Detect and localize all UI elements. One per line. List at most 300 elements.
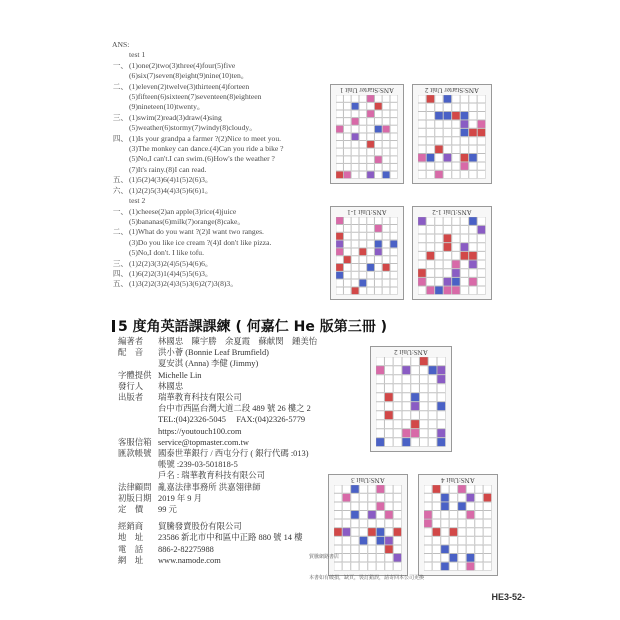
- answer-text: (1)one(2)two(3)three(4)four(5)five: [129, 60, 236, 70]
- info-label: 字體提供: [118, 370, 152, 380]
- puzzle-cell: [375, 95, 382, 102]
- puzzle-cell: [427, 234, 435, 242]
- puzzle-cell: [452, 103, 460, 111]
- info-value: 2019 年 9 月: [158, 493, 202, 503]
- puzzle-cell: [450, 511, 458, 519]
- info-value: 瑞華教育科技有限公司: [158, 393, 242, 403]
- puzzle-cell: [461, 120, 469, 128]
- puzzle-cell: [484, 511, 492, 519]
- info-value: TEL:(04)2326-5045 FAX:(04)2326-5779: [158, 415, 306, 425]
- puzzle-cell: [435, 217, 443, 225]
- answer-line: [112, 207, 332, 217]
- puzzle-cell: [429, 411, 437, 419]
- puzzle-cell: [427, 278, 435, 286]
- puzzle-cell: [344, 264, 351, 271]
- puzzle-cell: [435, 154, 443, 162]
- puzzle-cell: [429, 420, 437, 428]
- puzzle-cell: [469, 103, 477, 111]
- puzzle-cell: [475, 528, 483, 536]
- puzzle-cell: [452, 234, 460, 242]
- puzzle-cell: [444, 286, 452, 294]
- puzzle-cell: [467, 554, 475, 562]
- puzzle-cell: [359, 110, 366, 117]
- info-row: [118, 459, 418, 470]
- puzzle-cell: [475, 511, 483, 519]
- puzzle-cell: [367, 264, 374, 271]
- puzzle-cell: [383, 133, 390, 140]
- puzzle-cell: [344, 141, 351, 148]
- puzzle-cell: [418, 145, 426, 153]
- info-value: 洪小薈 (Bonnie Leaf Brumfield): [158, 348, 269, 358]
- puzzle-cell: [444, 171, 452, 179]
- puzzle-cell: [375, 240, 382, 247]
- puzzle-cell: [390, 217, 397, 224]
- info-value: 林國忠 陳宇勝 余夏霞 蘇献閔 鍾美怡: [158, 337, 318, 346]
- puzzle-cell: [435, 162, 443, 170]
- puzzle-cell: [383, 95, 390, 102]
- info-label: 發行人: [118, 381, 144, 391]
- info-label: [118, 426, 158, 437]
- info-value: 99 元: [158, 505, 177, 515]
- puzzle-cell: [344, 156, 351, 163]
- puzzle-grid: [336, 217, 398, 295]
- puzzle-cell: [418, 137, 426, 145]
- puzzle-cell: [461, 226, 469, 234]
- puzzle-cell: [427, 145, 435, 153]
- puzzle-cell: [427, 137, 435, 145]
- puzzle-cell: [435, 286, 443, 294]
- puzzle-cell: [375, 141, 382, 148]
- puzzle-cell: [450, 537, 458, 545]
- puzzle-cell: [367, 225, 374, 232]
- puzzle-cell: [458, 494, 466, 502]
- puzzle-cell: [484, 554, 492, 562]
- info-row: [118, 521, 418, 532]
- puzzle-cell: [336, 103, 343, 110]
- info-row: [118, 437, 418, 448]
- puzzle-cell: [390, 256, 397, 263]
- puzzle-cell: [427, 95, 435, 103]
- info-label: 定 價: [118, 505, 144, 515]
- puzzle-cell: [390, 233, 397, 240]
- puzzle-cell: [383, 233, 390, 240]
- puzzle-cell: [469, 269, 477, 277]
- puzzle-cell: [390, 287, 397, 294]
- info-label: 出版者: [118, 393, 144, 403]
- answer-line: [112, 227, 332, 237]
- puzzle-cell: [336, 148, 343, 155]
- info-label: [118, 403, 158, 414]
- answer-text: (1)2(2)3(3)2(4)5(5)4(6)6。: [129, 258, 213, 268]
- answer-line: [112, 269, 332, 279]
- puzzle-cell: [435, 269, 443, 277]
- puzzle-cell: [427, 154, 435, 162]
- info-row: [118, 493, 418, 504]
- answer-text: (5)No,I don't. I like tofu.: [129, 248, 204, 258]
- puzzle-cell: [427, 112, 435, 120]
- puzzle-cell: [441, 519, 449, 527]
- puzzle-cell: [461, 129, 469, 137]
- puzzle-cell: [336, 240, 343, 247]
- answer-line: [112, 61, 332, 71]
- puzzle-cell: [375, 148, 382, 155]
- puzzle-cell: [336, 287, 343, 294]
- answer-text: (1)What do you want ?(2)I want two ranges.: [129, 227, 264, 237]
- puzzle-cell: [444, 103, 452, 111]
- puzzle-cell: [444, 278, 452, 286]
- puzzle-cell: [461, 234, 469, 242]
- puzzle-cell: [484, 537, 492, 545]
- info-value: 夏安淇 (Anna) 李健 (Jimmy): [158, 359, 259, 369]
- puzzle-cell: [429, 438, 437, 446]
- puzzle-cell: [469, 234, 477, 242]
- puzzle-cell: [383, 225, 390, 232]
- puzzle-cell: [367, 110, 374, 117]
- puzzle-cell: [435, 252, 443, 260]
- puzzle-cell: [390, 272, 397, 279]
- answer-section-number: 三、: [112, 258, 128, 268]
- puzzle-cell: [469, 226, 477, 234]
- puzzle-cell: [437, 357, 445, 365]
- puzzle-cell: [475, 554, 483, 562]
- puzzle-cell: [469, 154, 477, 162]
- puzzle-cell: [383, 171, 390, 178]
- puzzle-title: ANS:Unit 2: [394, 348, 428, 356]
- puzzle-cell: [435, 243, 443, 251]
- puzzle-cell: [424, 485, 432, 493]
- puzzle-cell: [359, 233, 366, 240]
- puzzle-cell: [375, 287, 382, 294]
- puzzle-cell: [461, 162, 469, 170]
- puzzle-cell: [390, 248, 397, 255]
- puzzle-cell: [336, 225, 343, 232]
- puzzle-cell: [461, 154, 469, 162]
- puzzle-unit-1-2: [412, 206, 492, 300]
- puzzle-cell: [475, 562, 483, 570]
- puzzle-cell: [437, 402, 445, 410]
- puzzle-cell: [444, 120, 452, 128]
- puzzle-cell: [344, 233, 351, 240]
- puzzle-cell: [383, 156, 390, 163]
- puzzle-cell: [352, 272, 359, 279]
- puzzle-cell: [383, 118, 390, 125]
- puzzle-cell: [437, 366, 445, 374]
- puzzle-cell: [359, 287, 366, 294]
- info-label: 客服信箱: [118, 437, 152, 447]
- bookstore-logo-text: 貿騰網路書店: [309, 554, 340, 560]
- puzzle-cell: [420, 384, 428, 392]
- puzzle-title: ANS:Unit 3: [351, 476, 385, 484]
- info-value: 貿騰發賣股份有限公司: [158, 522, 242, 532]
- puzzle-cell: [478, 95, 486, 103]
- puzzle-cell: [420, 357, 428, 365]
- puzzle-cell: [367, 272, 374, 279]
- puzzle-cell: [390, 133, 397, 140]
- puzzle-cell: [352, 148, 359, 155]
- puzzle-cell: [461, 278, 469, 286]
- puzzle-cell: [427, 286, 435, 294]
- puzzle-cell: [367, 95, 374, 102]
- info-label: 電 話: [118, 544, 144, 554]
- puzzle-cell: [441, 502, 449, 510]
- info-value: 23586 新北市中和區中正路 880 號 14 樓: [158, 533, 303, 543]
- puzzle-cell: [367, 248, 374, 255]
- puzzle-starter-unit-1: [330, 84, 404, 184]
- puzzle-cell: [458, 485, 466, 493]
- puzzle-cell: [367, 240, 374, 247]
- puzzle-cell: [450, 528, 458, 536]
- puzzle-cell: [420, 429, 428, 437]
- puzzle-cell: [469, 145, 477, 153]
- puzzle-cell: [418, 252, 426, 260]
- puzzle-cell: [467, 494, 475, 502]
- puzzle-cell: [437, 429, 445, 437]
- puzzle-cell: [424, 494, 432, 502]
- puzzle-cell: [336, 272, 343, 279]
- puzzle-cell: [375, 279, 382, 286]
- answer-section-number: 一、: [112, 206, 128, 216]
- puzzle-cell: [418, 103, 426, 111]
- puzzle-cell: [367, 103, 374, 110]
- info-value: 林國忠: [158, 381, 184, 391]
- answer-line: [112, 92, 332, 102]
- info-row: [118, 336, 418, 347]
- puzzle-grid: [336, 95, 398, 179]
- answer-line: [112, 238, 332, 248]
- puzzle-cell: [375, 248, 382, 255]
- puzzle-cell: [469, 243, 477, 251]
- info-row: [118, 403, 418, 414]
- puzzle-cell: [444, 112, 452, 120]
- puzzle-cell: [336, 164, 343, 171]
- answer-line: [112, 196, 332, 206]
- puzzle-cell: [475, 494, 483, 502]
- answer-section-number: 一、: [112, 60, 128, 70]
- puzzle-cell: [390, 103, 397, 110]
- puzzle-cell: [344, 256, 351, 263]
- puzzle-cell: [437, 393, 445, 401]
- puzzle-cell: [441, 537, 449, 545]
- puzzle-title: ANS:Starter Unit 1: [339, 86, 395, 94]
- puzzle-cell: [375, 156, 382, 163]
- puzzle-cell: [461, 252, 469, 260]
- puzzle-cell: [390, 156, 397, 163]
- puzzle-cell: [359, 225, 366, 232]
- puzzle-cell: [444, 234, 452, 242]
- puzzle-cell: [458, 511, 466, 519]
- answer-section-number: 五、: [112, 279, 128, 289]
- puzzle-cell: [359, 95, 366, 102]
- info-row: [118, 482, 418, 493]
- puzzle-cell: [352, 279, 359, 286]
- puzzle-cell: [418, 120, 426, 128]
- answer-line: [112, 279, 332, 289]
- puzzle-cell: [418, 129, 426, 137]
- puzzle-cell: [375, 225, 382, 232]
- info-label: 地 址: [118, 533, 144, 543]
- puzzle-cell: [352, 156, 359, 163]
- puzzle-cell: [418, 112, 426, 120]
- answer-line: [112, 123, 332, 133]
- puzzle-cell: [461, 260, 469, 268]
- answer-text: (1)3(2)2(3)2(4)3(5)3(6)2(7)3(8)3。: [129, 279, 238, 289]
- puzzle-cell: [478, 120, 486, 128]
- puzzle-cell: [359, 118, 366, 125]
- puzzle-cell: [437, 420, 445, 428]
- puzzle-cell: [461, 103, 469, 111]
- puzzle-cell: [383, 272, 390, 279]
- puzzle-cell: [424, 519, 432, 527]
- puzzle-cell: [367, 217, 374, 224]
- puzzle-cell: [444, 226, 452, 234]
- puzzle-cell: [437, 438, 445, 446]
- page-number: HE3-52-: [491, 592, 525, 602]
- puzzle-cell: [367, 233, 374, 240]
- puzzle-cell: [458, 502, 466, 510]
- puzzle-cell: [418, 286, 426, 294]
- puzzle-cell: [444, 162, 452, 170]
- puzzle-cell: [424, 528, 432, 536]
- info-row: [118, 448, 418, 459]
- puzzle-cell: [427, 217, 435, 225]
- puzzle-cell: [435, 226, 443, 234]
- info-value: Michelle Lin: [158, 370, 202, 380]
- info-value: 886-2-82275988: [158, 544, 214, 554]
- puzzle-cell: [478, 171, 486, 179]
- puzzle-cell: [420, 420, 428, 428]
- puzzle-cell: [444, 269, 452, 277]
- answer-text: (3)The monkey can dance.(4)Can you ride a bike ?: [129, 144, 284, 154]
- puzzle-cell: [390, 164, 397, 171]
- puzzle-cell: [383, 141, 390, 148]
- puzzle-cell: [336, 171, 343, 178]
- puzzle-cell: [461, 171, 469, 179]
- puzzle-cell: [375, 164, 382, 171]
- puzzle-cell: [390, 264, 397, 271]
- info-label: 編著者: [118, 337, 144, 346]
- puzzle-cell: [433, 485, 441, 493]
- puzzle-cell: [437, 384, 445, 392]
- puzzle-cell: [352, 264, 359, 271]
- puzzle-cell: [359, 164, 366, 171]
- puzzle-cell: [452, 112, 460, 120]
- puzzle-cell: [435, 234, 443, 242]
- puzzle-cell: [352, 248, 359, 255]
- puzzle-cell: [441, 511, 449, 519]
- puzzle-cell: [359, 126, 366, 133]
- puzzle-cell: [429, 384, 437, 392]
- puzzle-cell: [475, 485, 483, 493]
- puzzle-cell: [435, 260, 443, 268]
- info-value: 亂嘉法律事務所 洪嘉翎律師: [158, 482, 261, 492]
- puzzle-cell: [452, 252, 460, 260]
- puzzle-cell: [352, 233, 359, 240]
- puzzle-cell: [352, 217, 359, 224]
- puzzle-cell: [469, 95, 477, 103]
- answer-line: [112, 259, 332, 269]
- puzzle-cell: [467, 502, 475, 510]
- answer-text: (9)nineteen(10)twenty。: [129, 102, 205, 112]
- answer-line: [112, 175, 332, 185]
- puzzle-cell: [429, 402, 437, 410]
- puzzle-cell: [344, 164, 351, 171]
- puzzle-cell: [444, 137, 452, 145]
- puzzle-cell: [359, 272, 366, 279]
- puzzle-cell: [427, 243, 435, 251]
- puzzle-cell: [383, 103, 390, 110]
- puzzle-cell: [444, 252, 452, 260]
- info-label: 初版日期: [118, 493, 152, 503]
- puzzle-cell: [469, 252, 477, 260]
- puzzle-cell: [461, 269, 469, 277]
- puzzle-cell: [344, 171, 351, 178]
- answer-line: [112, 50, 332, 60]
- info-row: [118, 370, 418, 381]
- puzzle-cell: [344, 272, 351, 279]
- answer-lines: [112, 50, 332, 289]
- puzzle-cell: [418, 171, 426, 179]
- puzzle-cell: [484, 528, 492, 536]
- puzzle-cell: [344, 225, 351, 232]
- book-title: [112, 316, 387, 336]
- info-label: [118, 470, 158, 481]
- info-value: service@topmaster.com.tw: [158, 437, 249, 447]
- puzzle-cell: [375, 103, 382, 110]
- answer-section-number: 六、: [112, 185, 128, 195]
- info-value: 台中市西區台灣大道二段 489 號 26 樓之 2: [158, 404, 311, 414]
- puzzle-cell: [383, 279, 390, 286]
- puzzle-cell: [336, 141, 343, 148]
- puzzle-cell: [336, 95, 343, 102]
- info-row: [118, 381, 418, 392]
- puzzle-cell: [359, 248, 366, 255]
- puzzle-cell: [352, 287, 359, 294]
- puzzle-grid: [418, 217, 486, 295]
- puzzle-cell: [450, 485, 458, 493]
- info-label: 經銷商: [118, 522, 144, 532]
- puzzle-cell: [420, 402, 428, 410]
- puzzle-cell: [478, 217, 486, 225]
- answer-text: (5)No,I can't.I can swim.(6)How's the weather ?: [129, 154, 275, 164]
- puzzle-cell: [344, 148, 351, 155]
- puzzle-cell: [359, 264, 366, 271]
- puzzle-cell: [367, 118, 374, 125]
- puzzle-title: ANS:Unit 1-2: [432, 208, 472, 216]
- puzzle-cell: [418, 95, 426, 103]
- puzzle-cell: [437, 411, 445, 419]
- puzzle-cell: [367, 133, 374, 140]
- puzzle-cell: [352, 95, 359, 102]
- puzzle-cell: [427, 129, 435, 137]
- puzzle-cell: [452, 154, 460, 162]
- return-policy-text: 本書如有破損，缺頁，裝訂錯誤，請寄回本公司更換: [309, 575, 425, 582]
- puzzle-cell: [444, 217, 452, 225]
- puzzle-cell: [469, 120, 477, 128]
- puzzle-cell: [458, 528, 466, 536]
- puzzle-cell: [433, 537, 441, 545]
- puzzle-cell: [478, 145, 486, 153]
- puzzle-cell: [352, 256, 359, 263]
- puzzle-cell: [390, 171, 397, 178]
- info-value: 國泰世華銀行 / 西屯分行 ( 銀行代碼 :013): [158, 449, 309, 459]
- puzzle-cell: [367, 256, 374, 263]
- puzzle-cell: [344, 95, 351, 102]
- puzzle-cell: [367, 164, 374, 171]
- puzzle-cell: [452, 137, 460, 145]
- puzzle-cell: [424, 502, 432, 510]
- puzzle-cell: [390, 118, 397, 125]
- answer-text: (5)fifteen(6)sixteen(7)seventeen(8)eighteen: [129, 92, 262, 102]
